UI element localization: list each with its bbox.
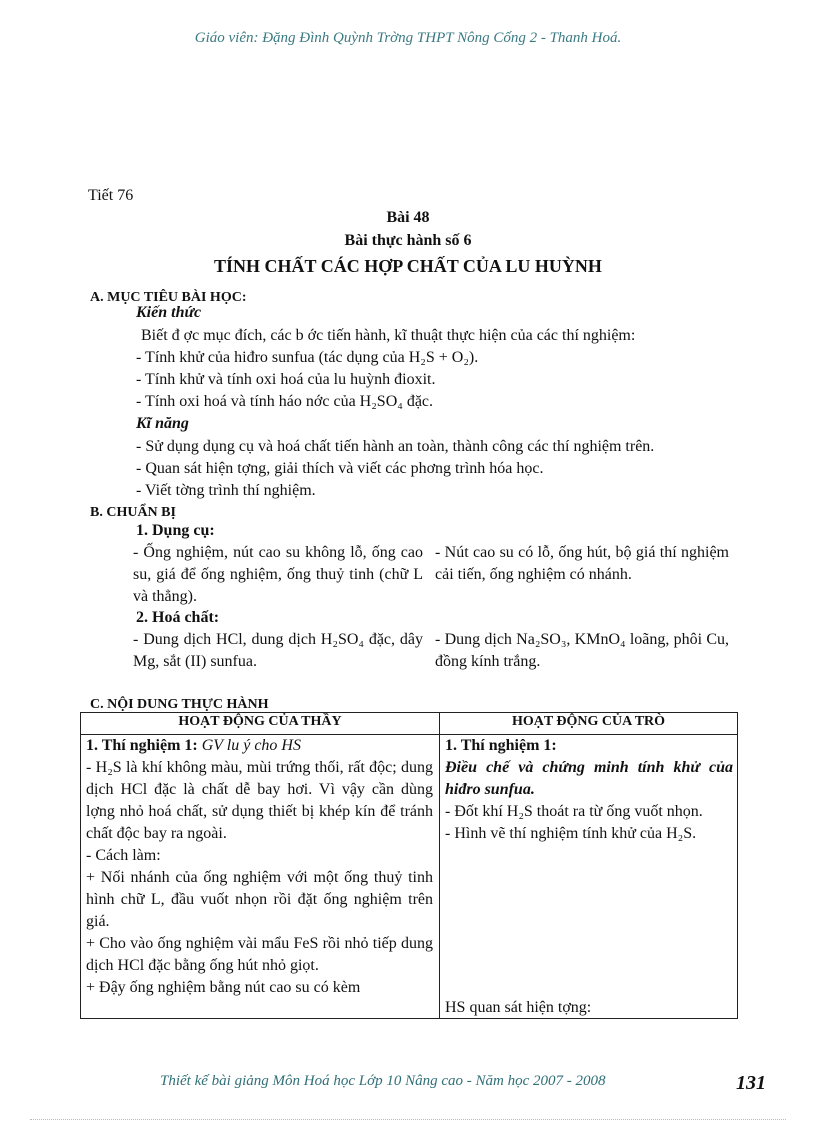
footer-rule bbox=[30, 1119, 786, 1120]
skill-line: - Viết tờng trình thí nghiệm. bbox=[136, 482, 316, 499]
equipment-right: - Nút cao su có lỗ, ống hút, bộ giá thí nghiệm cải tiến, ống nghiệm có nhánh. bbox=[435, 544, 729, 583]
equipment-heading: 1. Dụng cụ: bbox=[136, 522, 215, 539]
page-number: 131 bbox=[736, 1072, 766, 1094]
chemicals-heading: 2. Hoá chất: bbox=[136, 609, 220, 626]
lesson-subtitle: Bài thực hành số 6 bbox=[344, 232, 472, 249]
skill-line: - Sử dụng dụng cụ và hoá chất tiến hành an toàn, thành công các thí nghiệm trên. bbox=[136, 438, 655, 455]
student-line: - Hình vẽ thí nghiệm tính khử của H₂S. bbox=[445, 825, 697, 842]
lesson-period: Tiết 76 bbox=[88, 187, 134, 204]
student-cell bbox=[445, 735, 733, 845]
teacher-line: - H₂S là khí không màu, mùi trứng thối, rất độc; dung dịch HCl đặc là chất dễ bay hơi. Vì vậy cần dùng lợng nhỏ hoá chất, sử dụng thiết bị khép kín để tránh chất độc bay ra ngoài. bbox=[86, 759, 433, 842]
page-header: Giáo viên: Đặng Đình Quỳnh Trờng THPT Nông Cống 2 - Thanh Hoá. bbox=[194, 30, 622, 46]
skills-heading: Kĩ năng bbox=[136, 415, 189, 432]
knowledge-line: - Tính oxi hoá và tính háo nớc của H₂SO₄ đặc. bbox=[136, 393, 434, 410]
student-column-header: HOẠT ĐỘNG CỦA TRÒ bbox=[511, 714, 666, 729]
teacher-line: + Đậy ống nghiệm bằng nút cao su có kèm bbox=[86, 979, 361, 996]
lesson-title: TÍNH CHẤT CÁC HỢP CHẤT CỦA LU HUỲNH bbox=[214, 256, 602, 276]
teacher-column-header: HOẠT ĐỘNG CỦA THẦY bbox=[178, 714, 342, 729]
student-line: - Đốt khí H₂S thoát ra từ ống vuốt nhọn. bbox=[445, 803, 703, 820]
knowledge-line: - Tính khử của hiđro sunfua (tác dụng của H₂S + O₂). bbox=[136, 349, 479, 366]
section-a-heading: A. MỤC TIÊU BÀI HỌC: bbox=[90, 290, 247, 305]
teacher-line: + Cho vào ống nghiệm vài mẩu FeS rồi nhỏ tiếp dung dịch HCl đặc bằng ống hút nhỏ giọt. bbox=[86, 935, 433, 974]
student-subtitle: Điều chế và chứng minh tính khử của hiđro sunfua. bbox=[445, 759, 733, 798]
teacher-experiment-title: 1. Thí nghiệm 1: bbox=[86, 737, 198, 754]
section-c-heading: C. NỘI DUNG THỰC HÀNH bbox=[90, 697, 269, 712]
teacher-line: + Nối nhánh của ống nghiệm với một ống thuỷ tinh hình chữ L, đầu vuốt nhọn rồi đặt ống nghiệm trên giá. bbox=[86, 869, 433, 930]
student-observation: HS quan sát hiện tợng: bbox=[445, 999, 592, 1016]
chemicals-left: - Dung dịch HCl, dung dịch H₂SO₄ đặc, dây Mg, sắt (II) sunfua. bbox=[133, 631, 423, 670]
equipment-left: - Ống nghiệm, nút cao su không lỗ, ống cao su, giá để ống nghiệm, ống thuỷ tinh (chữ L và thẳng). bbox=[133, 544, 423, 605]
student-experiment-title: 1. Thí nghiệm 1: bbox=[445, 737, 557, 754]
table-divider bbox=[439, 713, 440, 1018]
knowledge-heading: Kiến thức bbox=[136, 304, 202, 321]
activity-table bbox=[80, 712, 738, 1019]
lesson-number: Bài 48 bbox=[386, 209, 430, 226]
knowledge-line: - Tính khử và tính oxi hoá của lu huỳnh đioxit. bbox=[136, 371, 436, 388]
teacher-cell bbox=[86, 735, 433, 999]
teacher-note: GV lu ý cho HS bbox=[201, 737, 301, 754]
section-b-heading: B. CHUẨN BỊ bbox=[90, 505, 176, 520]
knowledge-line: Biết đ ợc mục đích, các b ớc tiến hành, kĩ thuật thực hiện của các thí nghiệm: bbox=[141, 327, 636, 344]
teacher-line: - Cách làm: bbox=[86, 847, 161, 864]
page-footer: Thiết kế bài giảng Môn Hoá học Lớp 10 Nâng cao - Năm học 2007 - 2008 bbox=[160, 1073, 606, 1089]
chemicals-right: - Dung dịch Na₂SO₃, KMnO₄ loãng, phôi Cu, đồng kính trắng. bbox=[435, 631, 729, 670]
skill-line: - Quan sát hiện tợng, giải thích và viết các phơng trình hóa học. bbox=[136, 460, 544, 477]
